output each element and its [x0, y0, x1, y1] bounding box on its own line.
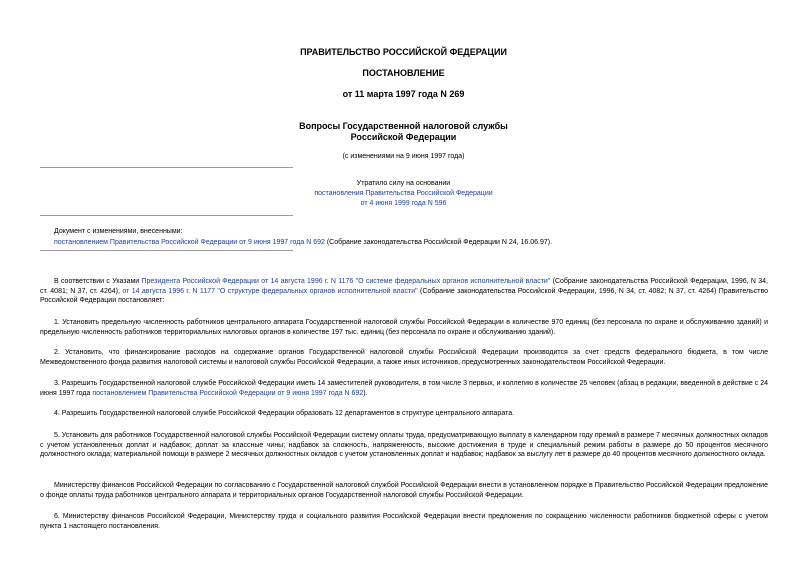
divider [40, 250, 293, 251]
paragraph-item-3 [40, 379, 768, 398]
lost-force-link[interactable]: постановления Правительства Российской Федерации [314, 190, 493, 197]
changes-label: Документ с изменениями, внесенными: [54, 228, 183, 235]
paragraph-item-2: 2. Установить, что финансирование расходов на содержание органов Государственной налоговой службы Российской Федерации производится за счет средств федерального бюджета, в том числе Межведомственного фонда развития налоговой системы и налоговой службы Российской Федерации, а также иных источников, предусмотренных законодательством Российской Федерации. [40, 349, 768, 366]
decree-1177-link[interactable]: от 14 августа 1996 г. N 1177 "О структуре федеральных органов исполнительной власти" [122, 287, 418, 295]
changes-source: (Собрание законодательства Российской Федерации N 24, 16.06.97). [324, 239, 553, 246]
lost-force-label: Утратило силу на основании [356, 180, 451, 187]
preamble-text: В соответствии с Указами [54, 278, 142, 285]
document-title-line2: Российской Федерации [350, 132, 457, 142]
changes-line [54, 237, 552, 248]
changes-link[interactable]: постановлением Правительства Российской Федерации от 9 июня 1997 года N 692 [54, 239, 325, 246]
paragraph-item-5: 5. Установить для работников Государственной налоговой службы Российской Федерации систему оплаты труда, предусматривающую выплату в календарном году премий в размере 7 месячных должностных окладов с учетом установленных доплат и надбавок; доплат за классные чины; надбавок за сложность, напряженность, высокие достижения в труде и специальный режим работы в размере до 50 процентов месячного должностного оклада; материальной помощи в размере 2 месячных должностных окладов с учетом установленных доплат и надбавок; надбавок за выслугу лет в размере до 40 процентов месячного должностного оклада. [40, 432, 768, 459]
divider [40, 215, 293, 216]
paragraph-item-1: 1. Установить предельную численность работников центрального аппарата Государственной налоговой службы Российской Федерации в количестве 970 единиц (без персонала по охране и обслуживанию зданий) и предельную численность работников территориальных налоговых органов в количестве 197 тыс. единиц (без персонала по охране и обслуживанию зданий). [40, 319, 768, 336]
item-3-text: 3. Разрешить Государственной налоговой службе Российской Федерации иметь 14 заместителей руководителя, в том числе 3 первых, и коллегию в количестве 25 человек (абзац в редакции, введенной в действие с 24 июня 1997 года [40, 380, 768, 397]
preamble-text: (Собрание законодательства Российской Федерации, 1996, N 34, ст. 4082; N 37, ст. 4264) Правительство Российской Федерации постановляет: [40, 287, 768, 305]
decree-1176-link[interactable]: Президента Российской Федерации от 14 августа 1996 г. N 1176 "О системе федеральных органов исполнительной власти" [141, 278, 551, 285]
lost-force-link-line2[interactable] [0, 200, 807, 207]
amendment-note: (с изменениями на 9 июня 1997 года) [342, 153, 465, 160]
decree-692-link[interactable]: постановлением Правительства Российской Федерации от 9 июня 1997 года N 692 [92, 389, 364, 397]
document-title-line1: Вопросы Государственной налоговой службы [299, 121, 508, 131]
paragraph-preamble [40, 277, 768, 306]
lost-force-link-date[interactable]: от 4 июня 1999 года N 596 [360, 200, 447, 207]
item-3-text: ). [363, 389, 368, 397]
preamble-text: (Собрание законодательства Российской Федерации, 1996, N 34, ст. 4081; N 37, ст. 4264), [40, 278, 768, 295]
document-type: ПОСТАНОВЛЕНИЕ [362, 68, 445, 78]
paragraph-item-4: 4. Разрешить Государственной налоговой службе Российской Федерации образовать 12 департаментов в структуре центрального аппарата. [54, 410, 515, 417]
lost-force-link-line1[interactable] [0, 190, 807, 197]
paragraph-item-6: 6. Министерству финансов Российской Федерации, Министерству труда и социального развития Российской Федерации внести предложения по сокращению численности работников бюджетной сферы с учетом пункта 1 настоящего постановления. [40, 513, 768, 530]
paragraph-item-5-continued: Министерству финансов Российской Федерации по согласованию с Государственной налоговой службой Российской Федерации внести в установленном порядке в Правительство Российской Федерации предложение о фонде оплаты труда работников центрального аппарата и территориальных органов Государственной налоговой службы Российской Федерации. [40, 482, 768, 499]
org-heading: ПРАВИТЕЛЬСТВО РОССИЙСКОЙ ФЕДЕРАЦИИ [300, 47, 507, 57]
divider [40, 167, 293, 168]
document-date: от 11 марта 1997 года N 269 [342, 89, 465, 99]
